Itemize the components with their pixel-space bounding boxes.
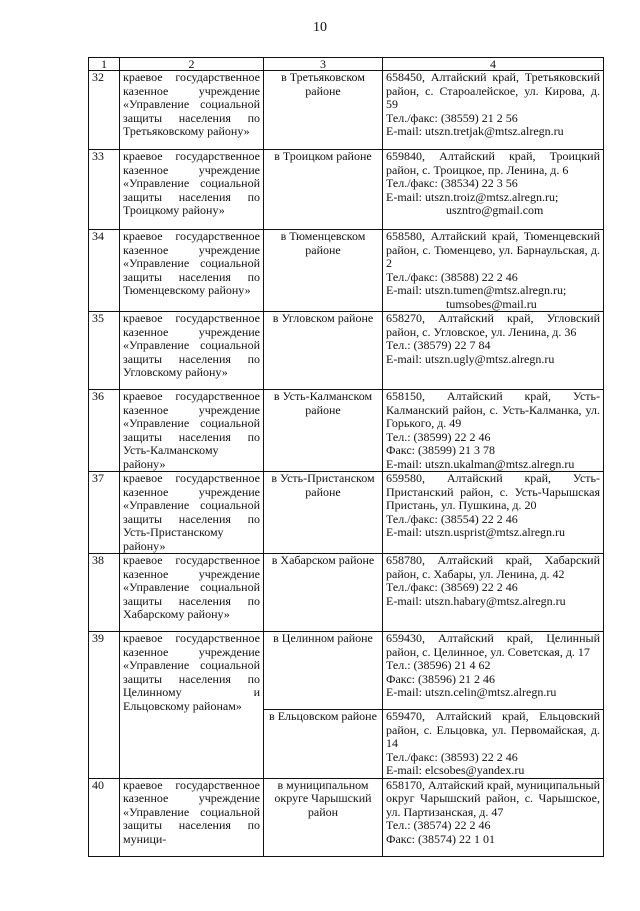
contact-details [383,632,604,710]
institution-name: краевое государственное казенное учреждение «Управление социальной защиты населения по Целинному и Ельцовскому районам» [120,632,264,779]
row-number: 34 [89,230,120,312]
email-secondary: tumsobes@mail.ru [446,296,537,311]
district: в Третьяковском районе [264,71,383,150]
address: 658450, Алтайский край, Третьяковский район, с. Староалейское, ул. Кирова, д. 59 [386,70,600,111]
district: в Тюменцевском районе [264,230,383,312]
district: в Угловском районе [264,312,383,390]
institutions-table [88,57,604,857]
column-number-4: 4 [383,58,604,71]
contact-details [383,230,604,312]
column-number-3: 3 [264,58,383,71]
table-row [89,554,604,632]
table-row [89,472,604,554]
row-number: 33 [89,150,120,230]
table-body [89,71,604,857]
district: в Хабарском районе [264,554,383,632]
phone: Факс: (38596) 21 2 46 [386,671,495,686]
email: E-mail: utszn.usprist@mtsz.alregn.ru [386,525,566,539]
institution-name: краевое государственное казенное учреждение «Управление социальной защиты населения по Усть-Пристанскому району» [120,472,264,554]
email: E-mail: utszn.ukalman@mtsz.alregn.ru [386,456,575,471]
email: E-mail: utszn.troiz@mtsz.alregn.ru; [386,189,559,204]
table-row [89,778,604,856]
row-number: 35 [89,312,120,390]
institution-name: краевое государственное казенное учреждение «Управление социальной защиты населения по Усть-Калманскому району» [120,390,264,472]
address: 659430, Алтайский край, Целинный район, с. Целинное, ул. Советская, д. 17 [386,631,600,659]
email-secondary: uszntro@gmail.com [446,203,544,217]
column-number-1: 1 [89,58,120,71]
address: 658170, Алтайский край, муниципальный округ Чарышский район, с. Чарышское, ул. Партизанская, д. 47 [386,777,600,819]
phone: Тел./факс: (38588) 22 2 46 [386,269,518,284]
phone: Тел./факс: (38559) 21 2 56 [386,110,518,125]
row-number: 37 [89,472,120,554]
institution-name: краевое государственное казенное учреждение «Управление социальной защиты населения по Тюменцевскому району» [120,230,264,312]
page-number: 10 [313,20,327,35]
district: в Целинном районе [264,632,383,710]
phone: Тел./факс: (38569) 22 2 46 [386,580,518,594]
contact-details [383,312,604,390]
email: E-mail: utszn.celin@mtsz.alregn.ru [386,685,557,699]
row-number: 40 [89,778,120,856]
contact-details [383,71,604,150]
row-number: 32 [89,71,120,150]
contact-details [383,472,604,554]
contact-details [383,710,604,779]
table-row [89,150,604,230]
institution-name: краевое государственное казенное учреждение «Управление социальной защиты населения по Хабарскому району» [120,554,264,632]
row-number: 36 [89,390,120,472]
email: E-mail: elcsobes@yandex.ru [386,763,525,777]
phone: Факс: (38574) 22 1 01 [386,831,495,846]
institution-name: краевое государственное казенное учреждение «Управление социальной защиты населения по Троицкому району» [120,150,264,230]
column-number-row [89,58,604,71]
phone: Тел.: (38574) 22 2 46 [386,818,491,832]
table-row [89,71,604,150]
district: в Ельцовском районе [264,710,383,779]
contact-details [383,390,604,472]
address: 659470, Алтайский край, Ельцовский район, с. Ельцовка, ул. Первомайская, д. 14 [386,709,600,750]
table-row [89,230,604,312]
district: в Усть-Пристанском районе [264,472,383,554]
row-number: 39 [89,632,120,779]
email: E-mail: utszn.ugly@mtsz.alregn.ru [386,351,555,366]
contact-details [383,778,604,856]
institution-name: краевое государственное казенное учреждение «Управление социальной защиты населения по Третьяковскому району» [120,71,264,150]
phone: Тел.: (38596) 21 4 62 [386,658,491,672]
district: в Усть-Калманском районе [264,390,383,472]
table-row [89,312,604,390]
address: 658780, Алтайский край, Хабарский район, с. Хабары, ул. Ленина, д. 42 [386,553,600,581]
phone: Факс: (38599) 21 3 78 [386,443,495,457]
institution-name: краевое государственное казенное учреждение «Управление социальной защиты населения по Угловскому району» [120,312,264,390]
phone: Тел./факс: (38593) 22 2 46 [386,749,518,764]
address: 658580, Алтайский край, Тюменцевский район, с. Тюменцево, ул. Барнаульская, д. 2 [386,229,600,270]
institution-name: краевое государственное казенное учреждение «Управление социальной защиты населения по муници- [120,778,264,856]
column-number-2: 2 [120,58,264,71]
address: 658270, Алтайский край, Угловский район, с. Угловское, ул. Ленина, д. 36 [386,311,600,339]
district: в Троицком районе [264,150,383,230]
phone: Тел.: (38579) 22 7 84 [386,338,491,352]
district: в муниципальном округе Чарышский район [264,778,383,856]
table-row [89,390,604,472]
row-number: 38 [89,554,120,632]
email: E-mail: utszn.habary@mtsz.alregn.ru [386,593,566,608]
contact-details [383,554,604,632]
address: 659580, Алтайский край, Усть-Пристанский район, с. Усть-Чарышская Пристань, ул. Пушкина, д. 20 [386,471,600,512]
email: E-mail: utszn.tretjak@mtsz.alregn.ru [386,124,564,138]
phone: Тел./факс: (38534) 22 3 56 [386,176,518,190]
address: 658150, Алтайский край, Усть-Калманский район, с. Усть-Калманка, ул. Горького, д. 49 [386,389,600,430]
email: E-mail: utszn.tumen@mtsz.alregn.ru; [386,283,567,297]
contact-details [383,150,604,230]
table-row [89,632,604,710]
phone: Тел./факс: (38554) 22 2 46 [386,511,518,526]
address: 659840, Алтайский край, Троицкий район, с. Троицкое, пр. Ленина, д. 6 [386,149,600,177]
phone: Тел.: (38599) 22 2 46 [386,429,491,444]
